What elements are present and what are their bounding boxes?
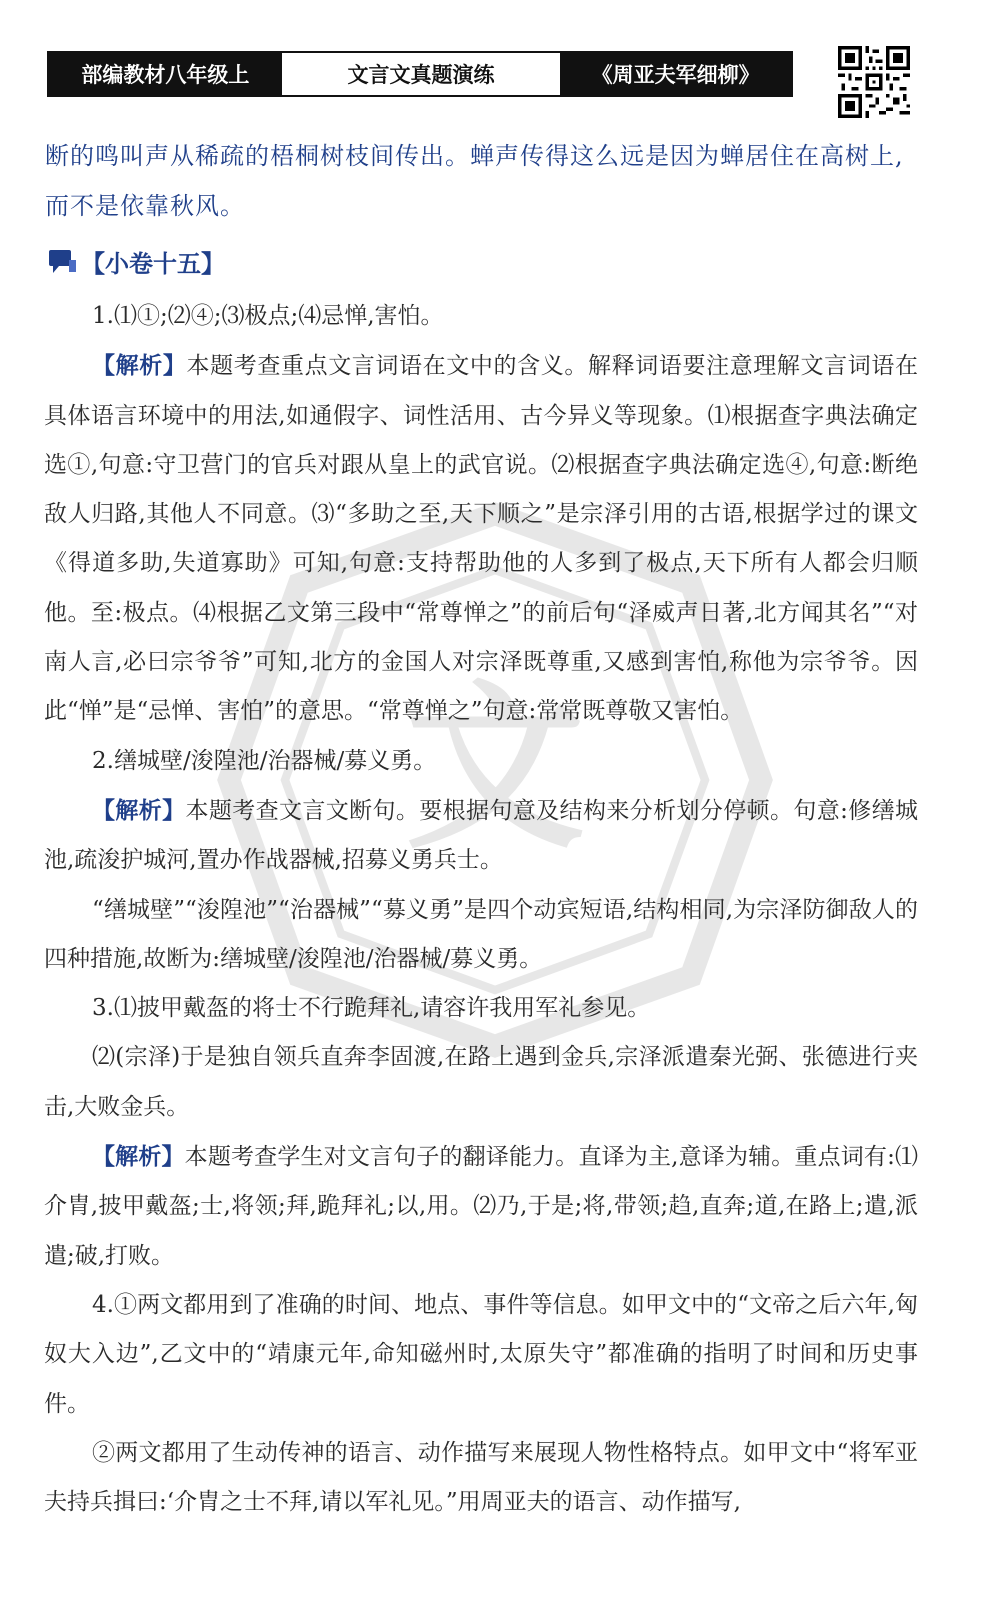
analysis-tag: 【解析】 — [92, 796, 186, 824]
analysis-item: 【解析】本题考查学生对文言句子的翻译能力。直译为主,意译为辅。重点词有:⑴介胄,披甲戴盔;士,将领;拜,跪拜礼;以,用。⑵乃,于是;将,带领;趋,直奔;道,在路上;遣,派遣;破,打败。 — [44, 1143, 919, 1269]
header-topic-label: 文言文真题演练 — [282, 53, 561, 95]
answer-item: 4.①两文都用到了准确的时间、地点、事件等信息。如甲文中的“文帝之后六年,匈奴大入边”,乙文中的“靖康元年,命知磁州时,太原失守”都准确的指明了时间和历史事件。 — [44, 1291, 918, 1417]
answer-item: ⑵(宗泽)于是独自领兵直奔李固渡,在路上遇到金兵,宗泽派遣秦光弼、张德进行夹击,大败金兵。 — [44, 1044, 918, 1120]
answer-item: ②两文都用了生动传神的语言、动作描写来展现人物性格特点。如甲文中“将军亚夫持兵揖曰:‘介胄之士不拜,请以军礼见。”用周亚夫的语言、动作描写, — [44, 1439, 918, 1516]
answer-item: “缮城壁”“浚隍池”“治器械”“募义勇”是四个动宾短语,结构相同,为宗泽防御敌人的四种措施,故断为:缮城壁/浚隍池/治器械/募义勇。 — [44, 896, 918, 972]
analysis-tag: 【解析】 — [92, 1143, 185, 1171]
header-bar — [47, 51, 793, 97]
speech-bubble-icon — [47, 248, 77, 276]
analysis-item: 【解析】本题考查重点文言词语在文中的含义。解释词语要注意理解文言词语在具体语言环境中的用法,如通假字、词性活用、古今异义等现象。⑴根据查字典法确定选①,句意:守卫营门的官兵对跟从皇上的武官说。⑵根据查字典法确定选④,句意:断绝敌人归路,其他人不同意。⑶“多助之至,天下顺之”是宗泽引用的古语,根据学过的课文《得道多助,失道寡助》可知,句意:支持帮助他的人多到了极点,天下所有人都会归顺他。至:极点。⑷根据乙文第三段中“常尊惮之”的前后句“泽威声日著,北方闻其名”“对南人言,必曰宗爷爷”可知,北方的金国人对宗泽既尊重,又感到害怕,称他为宗爷爷。因此“惮”是“忌惮、害怕”的意思。“常尊惮之”句意:常常既尊敬又害怕。 — [44, 352, 919, 725]
answer-item: 2.缮城壁/浚隍池/治器械/募义勇。 — [92, 747, 437, 774]
section-heading — [47, 244, 225, 279]
intro-line-2: 而不是依靠秋风。 — [45, 192, 245, 220]
header-lesson-label: 《周亚夫军细柳》 — [560, 53, 791, 95]
answer-item: 1.⑴①;⑵④;⑶极点;⑷忌惮,害怕。 — [92, 303, 444, 329]
answer-content — [44, 292, 918, 1527]
analysis-tag: 【解析】 — [92, 352, 187, 380]
svg-text:文: 文 — [405, 663, 585, 874]
header-textbook-label: 部编教材八年级上 — [49, 53, 282, 95]
analysis-item: 【解析】本题考查文言文断句。要根据句意及结构来分析划分停顿。句意:修缮城池,疏浚护城河,置办作战器械,招募义勇兵士。 — [44, 796, 919, 874]
intro-line-1: 断的鸣叫声从稀疏的梧桐树枝间传出。蝉声传得这么远是因为蝉居住在高树上, — [45, 142, 904, 170]
answer-item: 3.⑴披甲戴盔的将士不行跪拜礼,请容许我用军礼参见。 — [92, 995, 651, 1022]
qr-code-icon[interactable] — [838, 46, 910, 118]
section-title: 【小卷十五】 — [81, 250, 225, 278]
